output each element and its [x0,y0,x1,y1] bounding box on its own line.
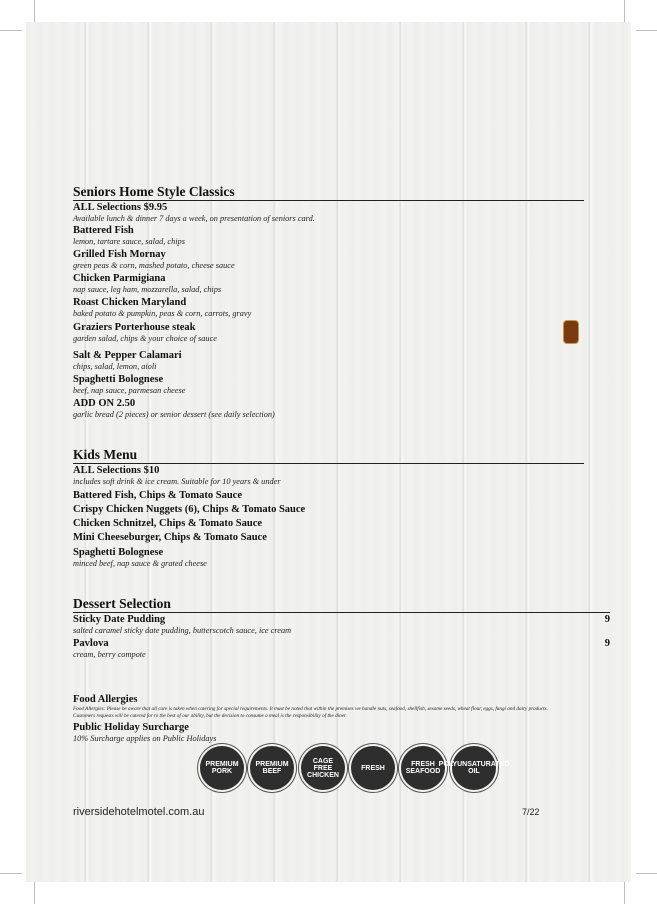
fresh-seafood-badge-icon: FRESH SEAFOOD [401,746,445,790]
item-desc: includes soft drink & ice cream. Suitable for 10 years & under [73,477,281,486]
crop-mark [624,0,625,22]
surcharge-title: Public Holiday Surcharge [73,722,189,733]
item-name: ALL Selections $10 [73,465,160,476]
seniors-item [73,374,584,396]
seniors-item [73,249,584,271]
dessert-item [73,638,610,660]
dessert-item [73,614,610,636]
kids-item [73,532,584,544]
seniors-item [73,350,584,372]
dessert-section-title: Dessert Selection [73,596,610,613]
surcharge-text: 10% Surcharge applies on Public Holidays [73,734,217,743]
item-name: Sticky Date Pudding [73,614,166,625]
crop-mark [0,30,22,31]
item-name: Graziers Porterhouse steak [73,322,196,333]
crop-mark [636,30,657,31]
crop-mark [34,882,35,904]
item-name: Chicken Schnitzel, Chips & Tomato Sauce [73,518,263,529]
seniors-item [73,202,584,224]
kids-item [73,518,584,530]
item-desc: garlic bread (2 pieces) or senior dessert (see daily selection) [73,410,275,419]
item-desc: Available lunch & dinner 7 days a week, on presentation of seniors card. [73,214,315,223]
footer-url[interactable]: riversidehotelmotel.com.au [73,806,205,818]
item-desc: chips, salad, lemon, aioli [73,362,157,371]
steak-seal-icon [563,320,579,344]
kids-item [73,465,584,487]
item-desc: salted caramel sticky date pudding, butterscotch sauce, ice cream [73,626,292,635]
item-name: Battered Fish [73,225,134,236]
kids-item [73,490,584,502]
crop-mark [636,873,657,874]
seniors-section-title: Seniors Home Style Classics [73,184,584,201]
item-name: Crispy Chicken Nuggets (6), Chips & Tomato Sauce [73,504,306,515]
seniors-item [73,398,584,420]
allergies-text: Food Allergies: Please be aware that all care is taken when catering for special requirements. It must be noted that within the premises we handle nuts, seafood, shellfish, sesame seeds, wheat flour, eggs, fungi and dairy products. Customers requests will be catered for to the best of our ability, but the decision to consume a meal is the responsibility of the diner. [73,706,548,719]
kids-item [73,504,584,516]
item-name: ADD ON 2.50 [73,398,136,409]
item-price: 9 [604,638,610,649]
item-name: Chicken Parmigiana [73,273,166,284]
crop-mark [624,882,625,904]
polyunsaturated-oil-badge-icon: POLYUNSATURATED OIL [452,746,496,790]
item-name: Battered Fish, Chips & Tomato Sauce [73,490,242,501]
item-name: Pavlova [73,638,109,649]
item-desc: green peas & corn, mashed potato, cheese sauce [73,261,235,270]
surcharge-block [73,722,584,744]
cage-free-chicken-badge-icon: CAGE FREE CHICKEN [301,746,345,790]
item-desc: garden salad, chips & your choice of sauce [73,334,217,343]
item-desc: beef, nap sauce, parmesan cheese [73,386,186,395]
item-name: Roast Chicken Maryland [73,297,187,308]
kids-section-title: Kids Menu [73,447,584,464]
item-name: ALL Selections $9.95 [73,202,168,213]
seniors-item [73,225,584,247]
seniors-item [73,297,584,319]
item-name: Salt & Pepper Calamari [73,350,182,361]
premium-pork-badge-icon: PREMIUM PORK [200,746,244,790]
fresh-badge-icon: FRESH [351,746,395,790]
item-price: 9 [604,614,610,625]
item-name: Mini Cheeseburger, Chips & Tomato Sauce [73,532,267,543]
seniors-item [73,273,584,295]
page-number: 7/22 [522,807,540,817]
kids-item [73,547,584,569]
crop-mark [0,873,22,874]
item-name: Spaghetti Bolognese [73,374,164,385]
menu-page [26,22,631,882]
item-desc: cream, berry compote [73,650,146,659]
item-desc: baked potato & pumpkin, peas & corn, carrots, gravy [73,309,252,318]
premium-beef-badge-icon: PREMIUM BEEF [250,746,294,790]
seniors-item [73,322,584,344]
item-name: Spaghetti Bolognese [73,547,164,558]
item-desc: minced beef, nap sauce & grated cheese [73,559,207,568]
item-desc: nap sauce, leg ham, mozzarella, salad, chips [73,285,222,294]
allergies-title: Food Allergies [73,694,138,705]
item-desc: lemon, tartare sauce, salad, chips [73,237,185,246]
item-name: Grilled Fish Mornay [73,249,166,260]
allergies-block [73,694,584,719]
crop-mark [34,0,35,22]
